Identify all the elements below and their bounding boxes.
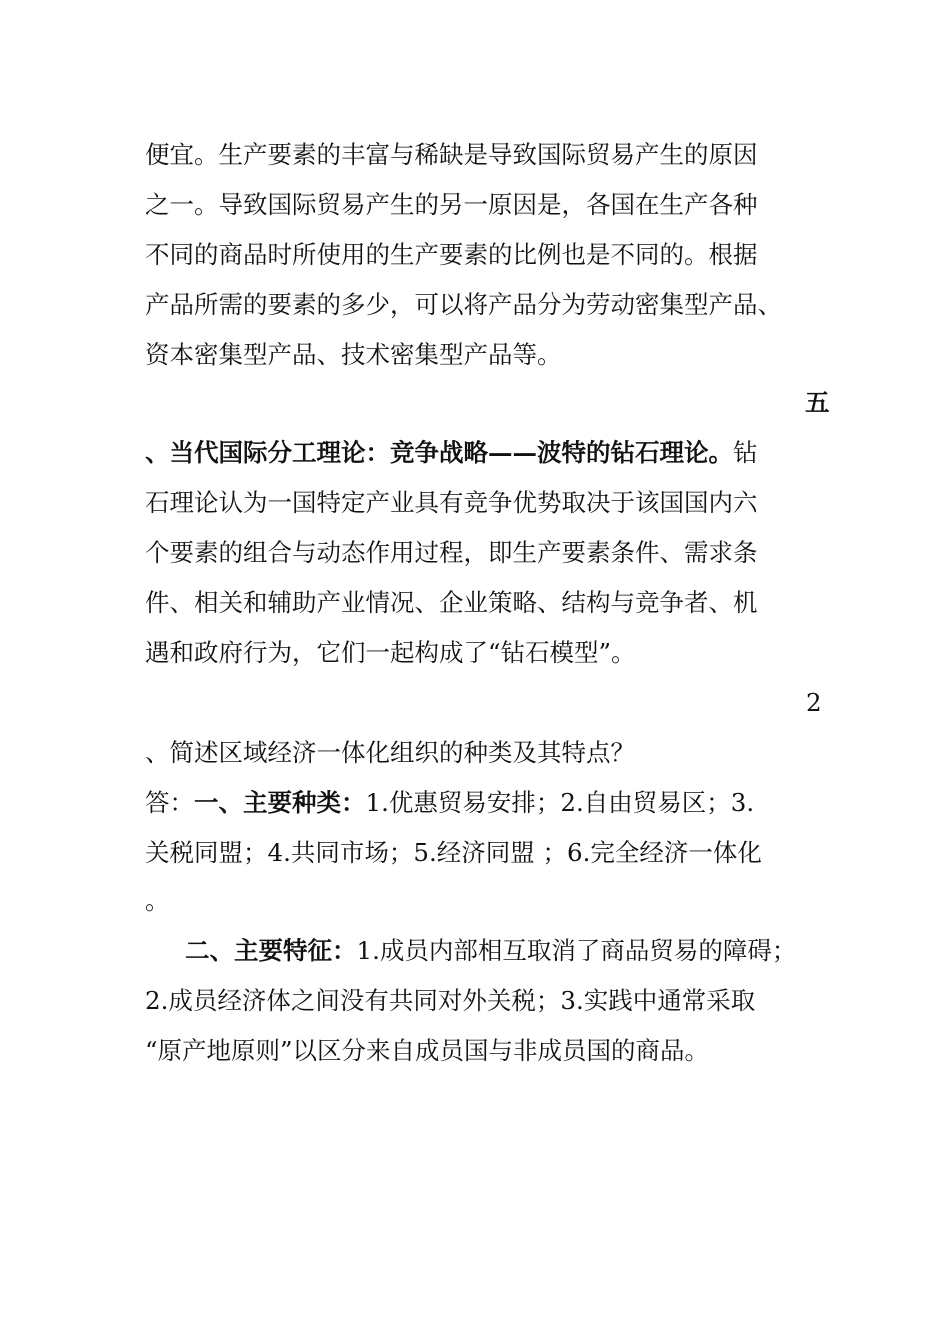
section-number: 五 — [805, 388, 830, 417]
paragraph-line: 便宜。生产要素的丰富与稀缺是导致国际贸易产生的原因 — [145, 140, 758, 169]
paragraph-line: “原产地原则”以区分来自成员国与非成员国的商品。 — [145, 1036, 710, 1065]
features-label: 二、主要特征： — [185, 936, 357, 965]
paragraph-line: 之一。导致国际贸易产生的另一原因是，各国在生产各种 — [145, 190, 758, 219]
paragraph-line: 关税同盟；4.共同市场；5.经济同盟 ；6.完全经济一体化 — [145, 838, 762, 867]
paragraph-line: 。 — [145, 886, 170, 915]
section-heading-tail: 钻 — [733, 438, 758, 467]
paragraph-line: 资本密集型产品、技术密集型产品等。 — [145, 340, 562, 369]
question-number: 2 — [806, 688, 822, 717]
features-text: 1.成员内部相互取消了商品贸易的障碍； — [356, 936, 797, 965]
paragraph-line: 2.成员经济体之间没有共同对外关税；3.实践中通常采取 — [145, 986, 756, 1015]
types-text: 1.优惠贸易安排；2.自由贸易区；3. — [365, 788, 755, 817]
question-text: 、简述区域经济一体化组织的种类及其特点？ — [145, 738, 635, 767]
answer-types-line — [145, 786, 754, 820]
types-label: 一、主要种类： — [194, 788, 366, 817]
answer-prefix: 答： — [145, 788, 194, 817]
paragraph-line: 遇和政府行为，它们一起构成了“钻石模型”。 — [145, 638, 636, 667]
section-heading — [145, 436, 758, 470]
paragraph-line: 产品所需的要素的多少，可以将产品分为劳动密集型产品、 — [145, 290, 782, 319]
paragraph-line: 不同的商品时所使用的生产要素的比例也是不同的。根据 — [145, 240, 758, 269]
paragraph-line: 石理论认为一国特定产业具有竞争优势取决于该国国内六 — [145, 488, 758, 517]
paragraph-line: 件、相关和辅助产业情况、企业策略、结构与竞争者、机 — [145, 588, 758, 617]
paragraph-line: 个要素的组合与动态作用过程，即生产要素条件、需求条 — [145, 538, 758, 567]
section-heading-bold: 、当代国际分工理论：竞争战略——波特的钻石理论。 — [145, 438, 733, 467]
answer-features-line — [185, 934, 796, 968]
